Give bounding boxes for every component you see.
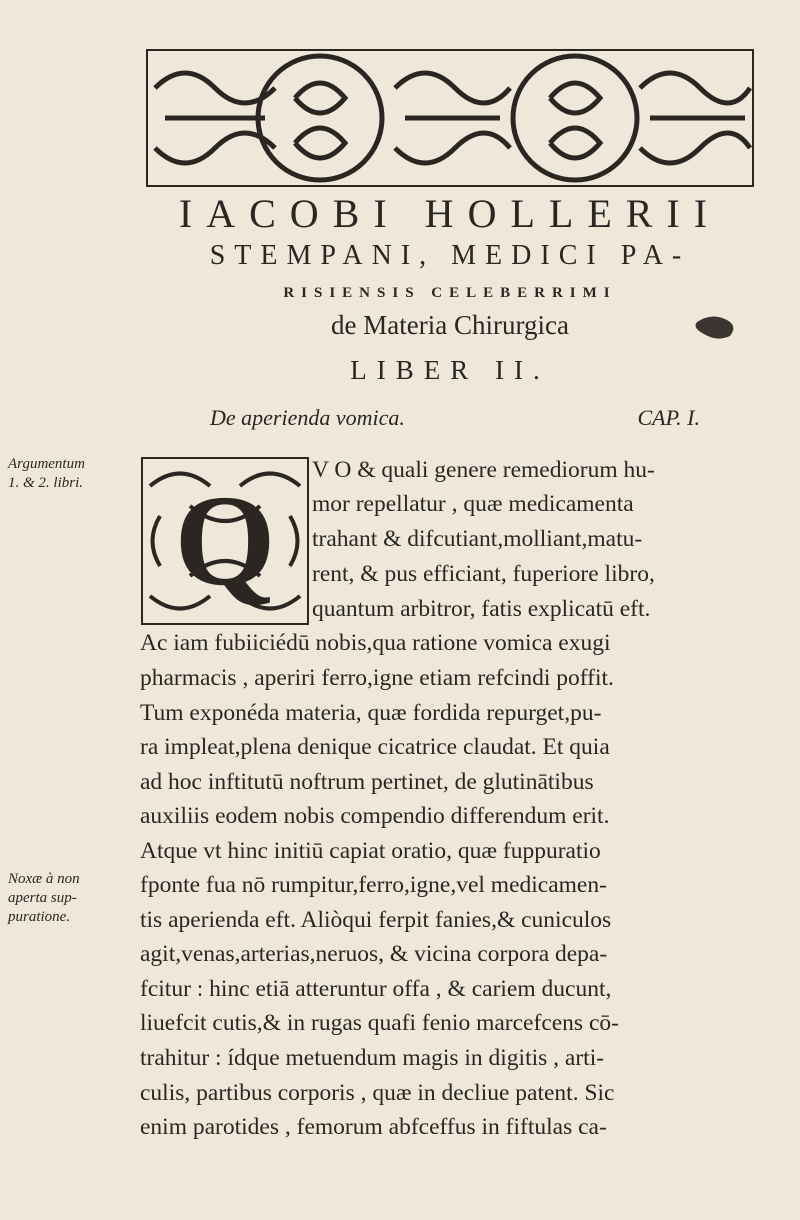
text-line: culis, partibus corporis , quæ in decliue patent. Sic [140,1080,615,1106]
text-line: ra impleat,plena denique cicatrice claudat. Et quia [140,734,610,760]
initial-letter: Q [174,469,276,613]
text-line: rent, & pus efficiant, fuperiore libro, [312,561,655,587]
text-line: mor repellatur , quæ medicamenta [312,491,634,517]
marginal-note-2 [8,870,133,927]
text-line: tis aperienda eft. Aliòqui ferpit fanies,& cuniculos [140,907,612,933]
marginal-note-line: 1. & 2. libri. [8,475,84,491]
title-line-3: RISIENSIS CELEBERRIMI [283,285,617,301]
text-line: trahant & difcutiant,molliant,matu- [312,526,643,552]
title-line-4: de Materia Chirurgica [331,310,569,340]
text-line: ad hoc inftitutū noftrum pertinet, de glutinātibus [140,769,594,795]
text-line: quantum arbitror, fatis explicatū eft. [312,596,651,622]
marginal-note-line: Noxæ à non [8,871,80,887]
title-line-1: IACOBI HOLLERII [178,191,722,236]
text-line: V O & quali genere remediorum hu- [312,457,655,483]
text-line: fponte fua nō rumpitur,ferro,igne,vel medicamen- [140,872,607,898]
chapter-number: CAP. I. [637,405,700,430]
ornamental-headpiece-icon [145,48,755,188]
decorated-initial-icon [140,456,310,626]
text-line: trahitur : ídque metuendum magis in digitis , arti- [140,1045,605,1071]
text-line: liuefcit cutis,& in rugas quafi fenio marcefcens cō- [140,1010,619,1036]
text-line: Atque vt hinc initiū capiat oratio, quæ fuppuratio [140,838,601,864]
title-line-2: STEMPANI, MEDICI PA- [209,240,691,271]
book-number: LIBER II. [350,355,550,385]
text-line: auxiliis eodem nobis compendio differendum erit. [140,803,610,829]
chapter-heading [210,405,700,431]
ink-stain-icon [692,312,738,340]
text-line: fcitur : hinc etiā atteruntur offa , & cariem ducunt, [140,976,612,1002]
text-line: Ac iam fubiiciédū nobis,qua ratione vomica exugi [140,630,611,656]
text-line: enim parotides , femorum abfceffus in fiftulas ca- [140,1114,607,1140]
marginal-note-line: aperta sup- [8,890,77,906]
chapter-title: De aperienda vomica. [210,405,405,430]
marginal-note-line: Argumentum [8,456,85,472]
text-line: Tum exponéda materia, quæ fordida repurget,pu- [140,700,602,726]
text-line: pharmacis , aperiri ferro,igne etiam refcindi poffit. [140,665,614,691]
marginal-note-1 [8,455,133,493]
text-line: agit,venas,arterias,neruos, & vicina corpora depa- [140,941,608,967]
marginal-note-line: puratione. [8,909,71,925]
